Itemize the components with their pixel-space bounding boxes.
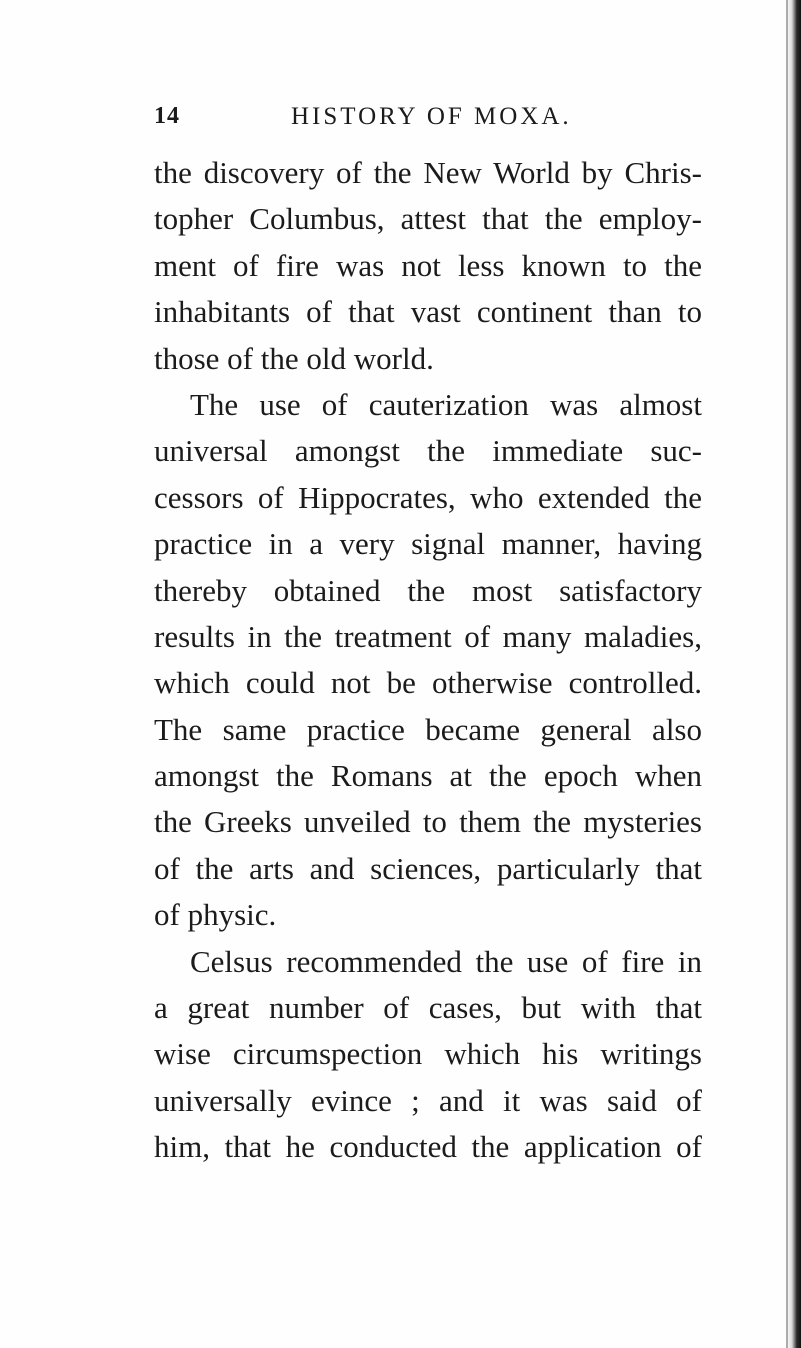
text-line: universal amongst the immediate suc- [154,433,702,469]
text-line: universally evince ; and it was said of [154,1082,702,1118]
text-line: cessors of Hippocrates, who extended the [154,479,702,515]
text-line: him, that he conducted the application of [154,1129,702,1165]
text-line: ment of fire was not less known to the [154,247,702,283]
running-title: HISTORY OF MOXA. [291,103,572,130]
text-line: practice in a very signal manner, having [154,526,702,562]
running-header [154,103,714,137]
text-line: which could not be otherwise controlled. [154,665,702,701]
text-line: The use of cauterization was almost [190,386,702,422]
text-line: results in the treatment of many maladies, [154,618,702,654]
text-line: inhabitants of that vast continent than to [154,294,702,330]
binding-shadow [787,0,801,1348]
text-line: topher Columbus, attest that the employ- [154,201,702,237]
text-line: of the arts and sciences, particularly that [154,850,702,886]
text-line: Celsus recommended the use of fire in [190,943,702,979]
page-number: 14 [154,103,180,129]
text-line: thereby obtained the most satisfactory [154,572,702,608]
text-line: those of the old world. [154,340,434,376]
text-line: the discovery of the New World by Chris- [154,155,702,190]
text-line: a great number of cases, but with that [154,990,702,1026]
text-line: the Greeks unveiled to them the mysteries [154,804,702,840]
text-line: wise circumspection which his writings [154,1036,702,1072]
text-line: The same practice became general also [154,711,702,747]
body-text [154,150,702,1171]
text-line: of physic. [154,897,277,933]
text-line: amongst the Romans at the epoch when [154,758,702,794]
